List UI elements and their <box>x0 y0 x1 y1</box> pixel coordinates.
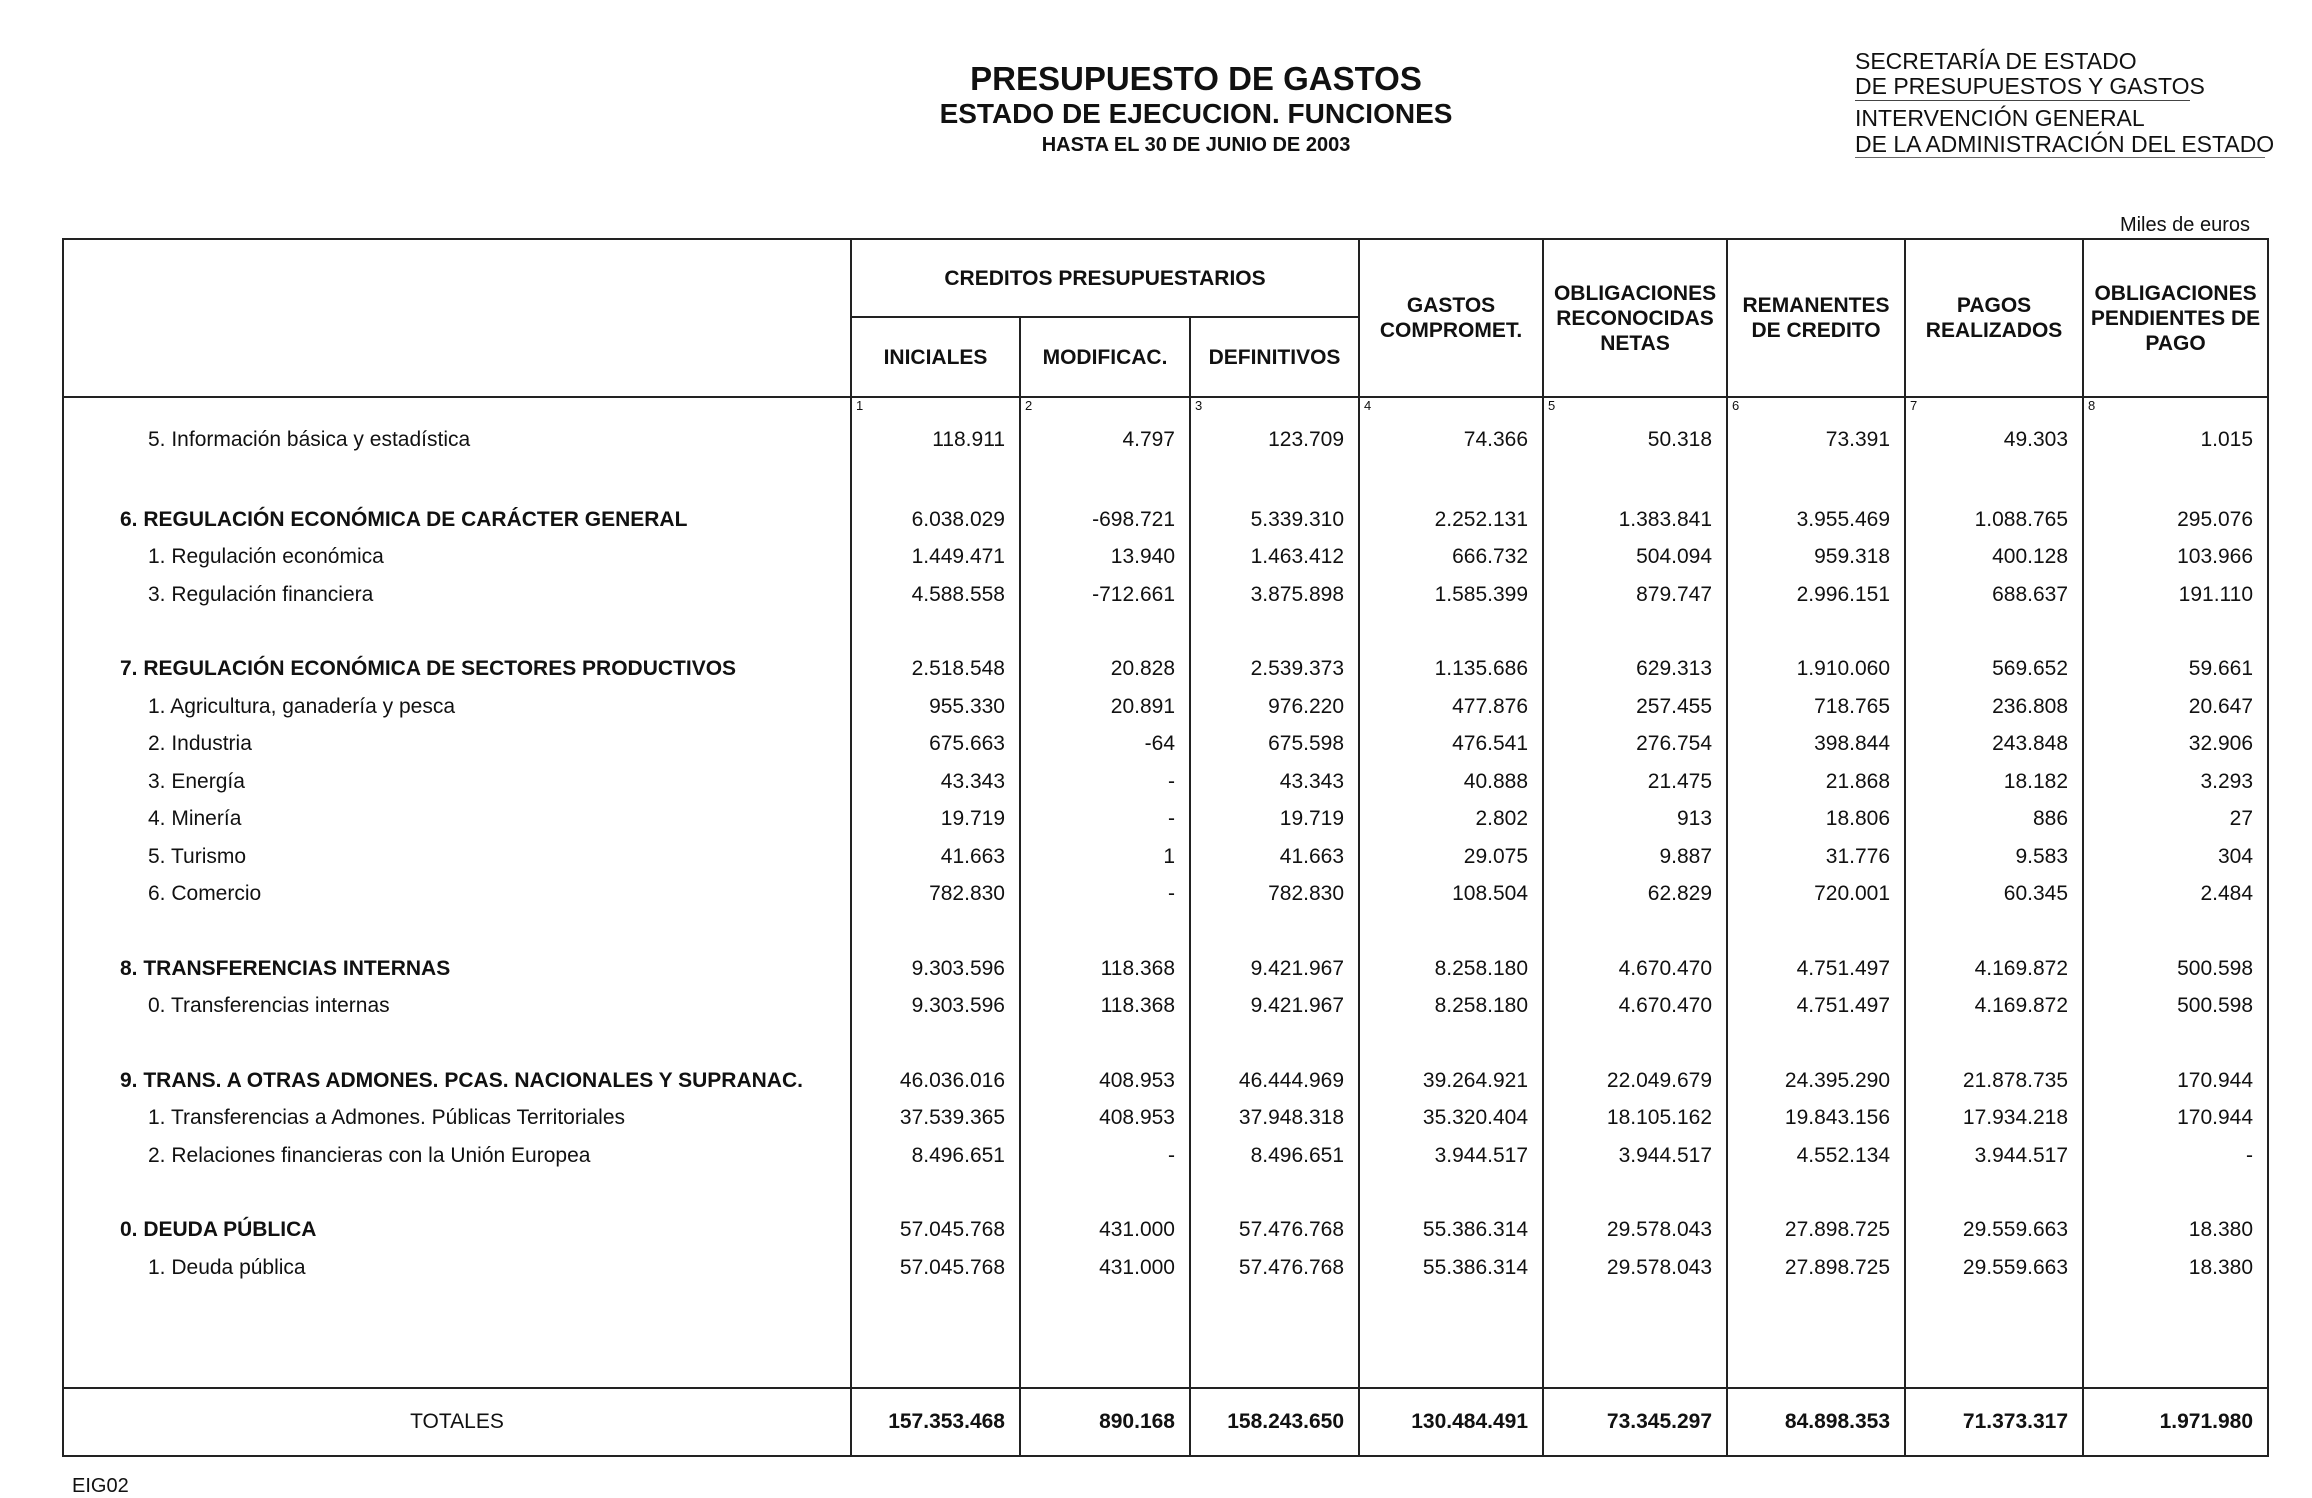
value-cell: 22.049.679 <box>1543 1062 1727 1100</box>
agency-line-2: DE PRESUPUESTOS Y GASTOS <box>1855 73 2205 99</box>
spacer-cell <box>63 1287 851 1388</box>
value-cell: 170.944 <box>2083 1062 2268 1100</box>
table-row <box>63 988 2268 1026</box>
col-header-definitivos: DEFINITIVOS <box>1190 317 1359 397</box>
value-cell: - <box>1020 801 1190 839</box>
group-label: 9. TRANS. A OTRAS ADMONES. PCAS. NACIONALES Y SUPRANAC. <box>63 1062 851 1100</box>
spacer-cell <box>1190 913 1359 950</box>
group-label: 0. DEUDA PÚBLICA <box>63 1212 851 1250</box>
value-cell: -64 <box>1020 726 1190 764</box>
value-cell: 9.303.596 <box>851 950 1020 988</box>
value-cell: 27.898.725 <box>1727 1212 1905 1250</box>
value-cell: 18.380 <box>2083 1249 2268 1287</box>
value-cell: 500.598 <box>2083 950 2268 988</box>
row-label: 3. Energía <box>63 763 851 801</box>
spacer-cell <box>1905 614 2083 651</box>
value-cell: 477.876 <box>1359 688 1543 726</box>
value-cell: 17.934.218 <box>1905 1100 2083 1138</box>
value-cell: 21.475 <box>1543 763 1727 801</box>
value-cell: 398.844 <box>1727 726 1905 764</box>
spacer-cell <box>851 1175 1020 1212</box>
spacer-cell <box>1727 464 1905 501</box>
spacer-row <box>63 1287 2268 1388</box>
value-cell: 19.719 <box>1190 801 1359 839</box>
value-cell: 74.366 <box>1359 416 1543 464</box>
value-cell: 6.038.029 <box>851 501 1020 539</box>
value-cell: 191.110 <box>2083 576 2268 614</box>
value-cell: 675.598 <box>1190 726 1359 764</box>
value-cell: 18.105.162 <box>1543 1100 1727 1138</box>
value-cell: 8.496.651 <box>851 1137 1020 1175</box>
value-cell: 170.944 <box>2083 1100 2268 1138</box>
spacer-cell <box>1543 1287 1727 1388</box>
row-label: 1. Agricultura, ganadería y pesca <box>63 688 851 726</box>
value-cell: 19.719 <box>851 801 1020 839</box>
page-title: PRESUPUESTO DE GASTOS <box>970 60 1422 97</box>
spacer-cell <box>2083 464 2268 501</box>
agency-line-4: DE LA ADMINISTRACIÓN DEL ESTADO <box>1855 131 2275 157</box>
value-cell: 20.891 <box>1020 688 1190 726</box>
spacer-cell <box>1020 1175 1190 1212</box>
value-cell: 40.888 <box>1359 763 1543 801</box>
spacer-cell <box>851 1025 1020 1062</box>
value-cell: 57.045.768 <box>851 1212 1020 1250</box>
spacer-cell <box>1190 1025 1359 1062</box>
agency-line-3: INTERVENCIÓN GENERAL <box>1855 105 2145 131</box>
table-row <box>63 1249 2268 1287</box>
table-row <box>63 763 2268 801</box>
value-cell: 257.455 <box>1543 688 1727 726</box>
value-cell: 569.652 <box>1905 651 2083 689</box>
col-header-pagos: PAGOS REALIZADOS <box>1905 239 2083 397</box>
value-cell: 4.751.497 <box>1727 988 1905 1026</box>
value-cell: 408.953 <box>1020 1062 1190 1100</box>
spacer-cell <box>1020 614 1190 651</box>
spacer-cell <box>1190 614 1359 651</box>
spacer-cell <box>1543 614 1727 651</box>
value-cell: 3.875.898 <box>1190 576 1359 614</box>
value-cell: 60.345 <box>1905 876 2083 914</box>
label-column-header <box>63 239 851 397</box>
value-cell: 2.539.373 <box>1190 651 1359 689</box>
value-cell: 35.320.404 <box>1359 1100 1543 1138</box>
value-cell: 8.258.180 <box>1359 950 1543 988</box>
value-cell: 5.339.310 <box>1190 501 1359 539</box>
agency-underline <box>1855 157 2265 158</box>
value-cell: 29.559.663 <box>1905 1249 2083 1287</box>
spacer-cell <box>851 464 1020 501</box>
group-label: 8. TRANSFERENCIAS INTERNAS <box>63 950 851 988</box>
value-cell: 29.578.043 <box>1543 1212 1727 1250</box>
value-cell: 1.383.841 <box>1543 501 1727 539</box>
group-row <box>63 1062 2268 1100</box>
value-cell: 18.182 <box>1905 763 2083 801</box>
column-number: 1 <box>851 397 1020 416</box>
value-cell: 32.906 <box>2083 726 2268 764</box>
total-value: 73.345.297 <box>1543 1388 1727 1456</box>
spacer-cell <box>1905 1175 2083 1212</box>
value-cell: 29.578.043 <box>1543 1249 1727 1287</box>
value-cell: 2.802 <box>1359 801 1543 839</box>
row-label: 1. Deuda pública <box>63 1249 851 1287</box>
row-label: 1. Transferencias a Admones. Públicas Territoriales <box>63 1100 851 1138</box>
value-cell: 1.910.060 <box>1727 651 1905 689</box>
value-cell: 4.751.497 <box>1727 950 1905 988</box>
table-row <box>63 801 2268 839</box>
col-header-gastos: GASTOS COMPROMET. <box>1359 239 1543 397</box>
table-row <box>63 1100 2268 1138</box>
column-number: 3 <box>1190 397 1359 416</box>
spacer-cell <box>63 464 851 501</box>
value-cell: 4.670.470 <box>1543 950 1727 988</box>
value-cell: 243.848 <box>1905 726 2083 764</box>
row-label: 2. Relaciones financieras con la Unión Europea <box>63 1137 851 1175</box>
spacer-row <box>63 614 2268 651</box>
spacer-cell <box>1727 614 1905 651</box>
spacer-cell <box>2083 1175 2268 1212</box>
table-row <box>63 876 2268 914</box>
spacer-cell <box>1727 1287 1905 1388</box>
value-cell: 20.647 <box>2083 688 2268 726</box>
spacer-cell <box>2083 913 2268 950</box>
budget-table <box>62 238 2269 1457</box>
value-cell: 46.444.969 <box>1190 1062 1359 1100</box>
table-row <box>63 539 2268 577</box>
group-row <box>63 651 2268 689</box>
units-note: Miles de euros <box>2119 214 2250 236</box>
spacer-cell <box>1359 614 1543 651</box>
value-cell: 1.135.686 <box>1359 651 1543 689</box>
col-header-obligaciones: OBLIGACIONES RECONOCIDAS NETAS <box>1543 239 1727 397</box>
totals-label: TOTALES <box>63 1388 851 1456</box>
spacer-cell <box>1905 1287 2083 1388</box>
value-cell: 57.476.768 <box>1190 1212 1359 1250</box>
value-cell: 1 <box>1020 838 1190 876</box>
value-cell: 2.518.548 <box>851 651 1020 689</box>
column-number-row <box>63 397 2268 416</box>
spacer-cell <box>1020 913 1190 950</box>
value-cell: 4.797 <box>1020 416 1190 464</box>
value-cell: 20.828 <box>1020 651 1190 689</box>
value-cell: 29.075 <box>1359 838 1543 876</box>
value-cell: 720.001 <box>1727 876 1905 914</box>
value-cell: - <box>2083 1137 2268 1175</box>
value-cell: 18.806 <box>1727 801 1905 839</box>
total-value: 890.168 <box>1020 1388 1190 1456</box>
row-label: 1. Regulación económica <box>63 539 851 577</box>
spacer-cell <box>2083 614 2268 651</box>
value-cell: 879.747 <box>1543 576 1727 614</box>
row-label: 0. Transferencias internas <box>63 988 851 1026</box>
value-cell: 886 <box>1905 801 2083 839</box>
agency-line-1: SECRETARÍA DE ESTADO <box>1855 48 2137 74</box>
value-cell: -698.721 <box>1020 501 1190 539</box>
value-cell: 43.343 <box>851 763 1020 801</box>
value-cell: 1.449.471 <box>851 539 1020 577</box>
column-number: 5 <box>1543 397 1727 416</box>
group-row <box>63 1212 2268 1250</box>
spacer-cell <box>1905 1025 2083 1062</box>
value-cell: -712.661 <box>1020 576 1190 614</box>
spacer-cell <box>1543 913 1727 950</box>
total-value: 71.373.317 <box>1905 1388 2083 1456</box>
value-cell: 2.996.151 <box>1727 576 1905 614</box>
value-cell: 295.076 <box>2083 501 2268 539</box>
group-label: 7. REGULACIÓN ECONÓMICA DE SECTORES PRODUCTIVOS <box>63 651 851 689</box>
row-label: 5. Información básica y estadística <box>63 416 851 464</box>
value-cell: 55.386.314 <box>1359 1212 1543 1250</box>
value-cell: - <box>1020 876 1190 914</box>
value-cell: 118.368 <box>1020 950 1190 988</box>
spacer-cell <box>1727 1175 1905 1212</box>
spacer-row <box>63 1025 2268 1062</box>
spacer-cell <box>1543 1175 1727 1212</box>
value-cell: 2.484 <box>2083 876 2268 914</box>
table-row <box>63 576 2268 614</box>
value-cell: 19.843.156 <box>1727 1100 1905 1138</box>
value-cell: 955.330 <box>851 688 1020 726</box>
col-header-modificac: MODIFICAC. <box>1020 317 1190 397</box>
value-cell: 782.830 <box>1190 876 1359 914</box>
value-cell: 8.258.180 <box>1359 988 1543 1026</box>
spacer-cell <box>1905 913 2083 950</box>
row-label: 2. Industria <box>63 726 851 764</box>
value-cell: 3.955.469 <box>1727 501 1905 539</box>
value-cell: 39.264.921 <box>1359 1062 1543 1100</box>
value-cell: 37.948.318 <box>1190 1100 1359 1138</box>
spacer-cell <box>1727 1025 1905 1062</box>
value-cell: 4.670.470 <box>1543 988 1727 1026</box>
totals-row <box>63 1388 2268 1456</box>
value-cell: 3.944.517 <box>1905 1137 2083 1175</box>
group-row <box>63 950 2268 988</box>
value-cell: 4.588.558 <box>851 576 1020 614</box>
table-row <box>63 1137 2268 1175</box>
value-cell: 59.661 <box>2083 651 2268 689</box>
spacer-cell <box>1190 464 1359 501</box>
total-value: 84.898.353 <box>1727 1388 1905 1456</box>
spacer-cell <box>1359 1025 1543 1062</box>
value-cell: 55.386.314 <box>1359 1249 1543 1287</box>
value-cell: 976.220 <box>1190 688 1359 726</box>
value-cell: 62.829 <box>1543 876 1727 914</box>
spacer-cell <box>63 614 851 651</box>
value-cell: 43.343 <box>1190 763 1359 801</box>
value-cell: 718.765 <box>1727 688 1905 726</box>
value-cell: 108.504 <box>1359 876 1543 914</box>
value-cell: 13.940 <box>1020 539 1190 577</box>
column-number: 7 <box>1905 397 2083 416</box>
group-label: 6. REGULACIÓN ECONÓMICA DE CARÁCTER GENERAL <box>63 501 851 539</box>
value-cell: 675.663 <box>851 726 1020 764</box>
value-cell: 21.868 <box>1727 763 1905 801</box>
value-cell: 4.169.872 <box>1905 988 2083 1026</box>
value-cell: 73.391 <box>1727 416 1905 464</box>
value-cell: 50.318 <box>1543 416 1727 464</box>
value-cell: - <box>1020 763 1190 801</box>
value-cell: 431.000 <box>1020 1212 1190 1250</box>
spacer-cell <box>2083 1025 2268 1062</box>
total-value: 157.353.468 <box>851 1388 1020 1456</box>
col-header-iniciales: INICIALES <box>851 317 1020 397</box>
value-cell: 27 <box>2083 801 2268 839</box>
value-cell: 31.776 <box>1727 838 1905 876</box>
col-header-remanentes: REMANENTES DE CREDITO <box>1727 239 1905 397</box>
spacer-cell <box>63 1025 851 1062</box>
spacer-cell <box>851 614 1020 651</box>
spacer-cell <box>63 913 851 950</box>
page-subtitle: ESTADO DE EJECUCION. FUNCIONES <box>939 98 1453 129</box>
value-cell: 9.421.967 <box>1190 988 1359 1026</box>
spacer-cell <box>851 913 1020 950</box>
value-cell: 782.830 <box>851 876 1020 914</box>
value-cell: 959.318 <box>1727 539 1905 577</box>
value-cell: 1.463.412 <box>1190 539 1359 577</box>
total-value: 130.484.491 <box>1359 1388 1543 1456</box>
column-number: 4 <box>1359 397 1543 416</box>
value-cell: 666.732 <box>1359 539 1543 577</box>
spacer-cell <box>1543 1025 1727 1062</box>
value-cell: 29.559.663 <box>1905 1212 2083 1250</box>
table-row <box>63 838 2268 876</box>
value-cell: 4.169.872 <box>1905 950 2083 988</box>
spacer-cell <box>1020 1287 1190 1388</box>
value-cell: 1.015 <box>2083 416 2268 464</box>
value-cell: 9.421.967 <box>1190 950 1359 988</box>
value-cell: 41.663 <box>1190 838 1359 876</box>
row-label: 4. Minería <box>63 801 851 839</box>
value-cell: 236.808 <box>1905 688 2083 726</box>
value-cell: 476.541 <box>1359 726 1543 764</box>
value-cell: 37.539.365 <box>851 1100 1020 1138</box>
value-cell: 304 <box>2083 838 2268 876</box>
value-cell: 9.303.596 <box>851 988 1020 1026</box>
value-cell: 4.552.134 <box>1727 1137 1905 1175</box>
value-cell: 41.663 <box>851 838 1020 876</box>
value-cell: 500.598 <box>2083 988 2268 1026</box>
value-cell: - <box>1020 1137 1190 1175</box>
table-row <box>63 688 2268 726</box>
value-cell: 3.944.517 <box>1543 1137 1727 1175</box>
spacer-cell <box>1359 913 1543 950</box>
value-cell: 27.898.725 <box>1727 1249 1905 1287</box>
agency-divider <box>1855 100 2190 101</box>
value-cell: 9.583 <box>1905 838 2083 876</box>
creditos-group-header: CREDITOS PRESUPUESTARIOS <box>851 239 1359 317</box>
total-value: 1.971.980 <box>2083 1388 2268 1456</box>
group-row <box>63 501 2268 539</box>
value-cell: 8.496.651 <box>1190 1137 1359 1175</box>
value-cell: 2.252.131 <box>1359 501 1543 539</box>
column-number: 6 <box>1727 397 1905 416</box>
value-cell: 103.966 <box>2083 539 2268 577</box>
value-cell: 400.128 <box>1905 539 2083 577</box>
spacer-cell <box>1359 1175 1543 1212</box>
value-cell: 913 <box>1543 801 1727 839</box>
spacer-cell <box>1020 464 1190 501</box>
value-cell: 21.878.735 <box>1905 1062 2083 1100</box>
spacer-row <box>63 1175 2268 1212</box>
value-cell: 46.036.016 <box>851 1062 1020 1100</box>
value-cell: 688.637 <box>1905 576 2083 614</box>
table-row <box>63 416 2268 464</box>
spacer-cell <box>1543 464 1727 501</box>
value-cell: 123.709 <box>1190 416 1359 464</box>
spacer-cell <box>1359 464 1543 501</box>
spacer-cell <box>1190 1175 1359 1212</box>
spacer-cell <box>1190 1287 1359 1388</box>
report-code: EIG02 <box>72 1475 129 1497</box>
value-cell: 57.476.768 <box>1190 1249 1359 1287</box>
value-cell: 3.944.517 <box>1359 1137 1543 1175</box>
value-cell: 118.368 <box>1020 988 1190 1026</box>
value-cell: 49.303 <box>1905 416 2083 464</box>
value-cell: 276.754 <box>1543 726 1727 764</box>
value-cell: 408.953 <box>1020 1100 1190 1138</box>
value-cell: 18.380 <box>2083 1212 2268 1250</box>
value-cell: 3.293 <box>2083 763 2268 801</box>
row-label: 3. Regulación financiera <box>63 576 851 614</box>
value-cell: 57.045.768 <box>851 1249 1020 1287</box>
spacer-cell <box>1727 913 1905 950</box>
spacer-row <box>63 464 2268 501</box>
value-cell: 118.911 <box>851 416 1020 464</box>
total-value: 158.243.650 <box>1190 1388 1359 1456</box>
spacer-cell <box>1020 1025 1190 1062</box>
table-row <box>63 726 2268 764</box>
value-cell: 1.088.765 <box>1905 501 2083 539</box>
value-cell: 431.000 <box>1020 1249 1190 1287</box>
spacer-cell <box>1905 464 2083 501</box>
spacer-cell <box>1359 1287 1543 1388</box>
col-header-pendientes: OBLIGACIONES PENDIENTES DE PAGO <box>2083 239 2268 397</box>
spacer-cell <box>2083 1287 2268 1388</box>
spacer-cell <box>63 1175 851 1212</box>
row-label: 6. Comercio <box>63 876 851 914</box>
value-cell: 24.395.290 <box>1727 1062 1905 1100</box>
column-number: 2 <box>1020 397 1190 416</box>
value-cell: 1.585.399 <box>1359 576 1543 614</box>
value-cell: 629.313 <box>1543 651 1727 689</box>
spacer-cell <box>851 1287 1020 1388</box>
value-cell: 9.887 <box>1543 838 1727 876</box>
column-number: 8 <box>2083 397 2268 416</box>
row-label: 5. Turismo <box>63 838 851 876</box>
value-cell: 504.094 <box>1543 539 1727 577</box>
spacer-row <box>63 913 2268 950</box>
report-period: HASTA EL 30 DE JUNIO DE 2003 <box>1041 134 1351 156</box>
